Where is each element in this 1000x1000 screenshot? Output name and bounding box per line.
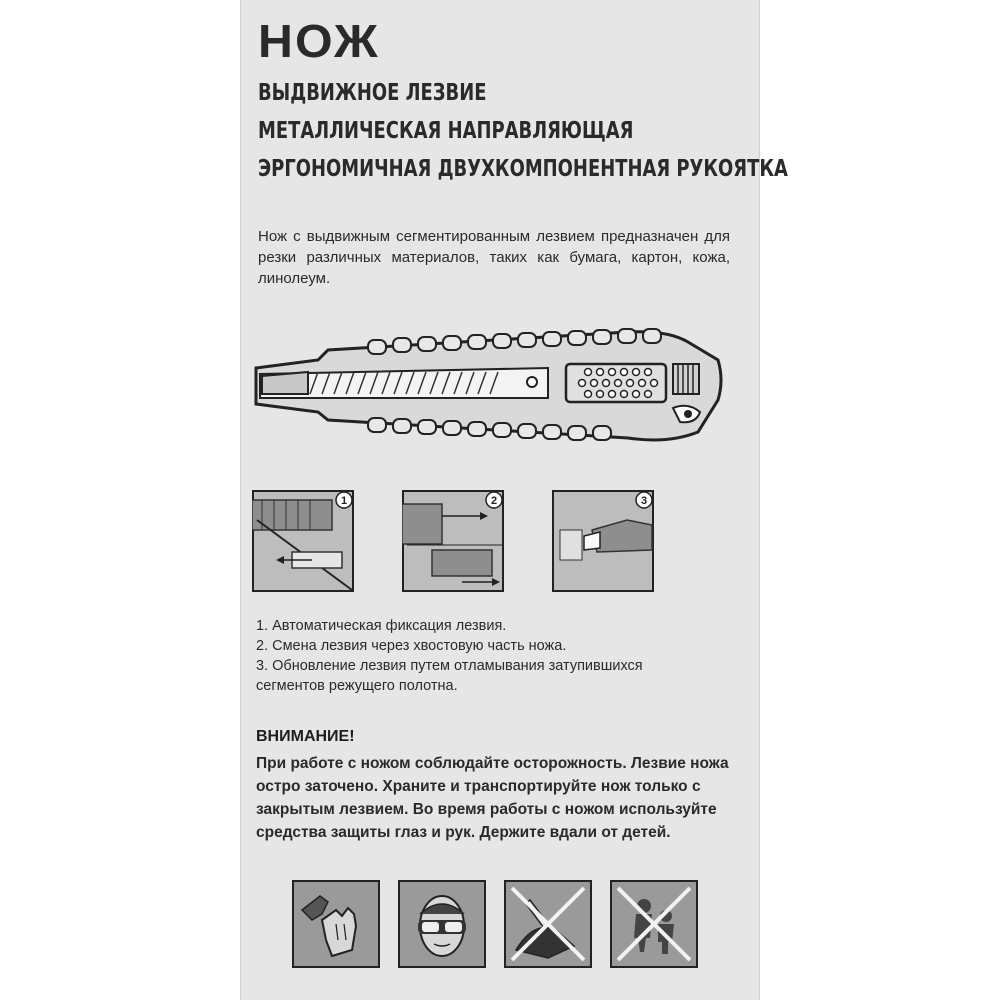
blade-change-icon	[402, 490, 504, 592]
feature-item: МЕТАЛЛИЧЕСКАЯ НАПРАВЛЯЮЩАЯ	[258, 118, 634, 144]
utility-knife-drawing-icon	[248, 320, 728, 450]
step-badge: 3	[640, 495, 648, 507]
blade-snap-icon	[552, 490, 654, 592]
product-description: Нож с выдвижным сегментированным лезвием предназначен для резки различных материалов, таких как бумага, картон, кожа, линолеум.	[258, 228, 730, 287]
warning-text: При работе с ножом соблюдайте осторожность. Лезвие ножа остро заточено. Храните и транспортируйте нож только с закрытым лезвием. Во время работы с ножом используйте средства защиты глаз и рук. Держите вдали от детей.	[256, 755, 729, 841]
feature-list	[258, 74, 788, 188]
safety-icons	[292, 880, 702, 970]
step-badge: 1	[340, 495, 348, 507]
step-line: 2. Смена лезвия через хвостовую часть ножа.	[256, 638, 567, 654]
feature-item: ВЫДВИЖНОЕ ЛЕЗВИЕ	[258, 80, 487, 106]
product-title: НОЖ	[258, 15, 380, 67]
step-line: 1. Автоматическая фиксация лезвия.	[256, 618, 507, 634]
blade-lock-icon	[252, 490, 354, 592]
step-line: сегментов режущего полотна.	[256, 678, 458, 694]
gloves-icon	[292, 880, 380, 968]
keep-away-from-children-icon	[610, 880, 698, 968]
feature-item: ЭРГОНОМИЧНАЯ ДВУХКОМПОНЕНТНАЯ РУКОЯТКА	[258, 156, 788, 182]
warning-title: ВНИМАНИЕ!	[256, 728, 355, 745]
step-badge: 2	[490, 495, 498, 507]
no-cutting-hands-icon	[504, 880, 592, 968]
steps-list	[256, 616, 726, 696]
step-line: 3. Обновление лезвия путем отламывания затупившихся	[256, 658, 643, 674]
goggles-icon	[398, 880, 486, 968]
steps-illustrations	[252, 490, 662, 600]
